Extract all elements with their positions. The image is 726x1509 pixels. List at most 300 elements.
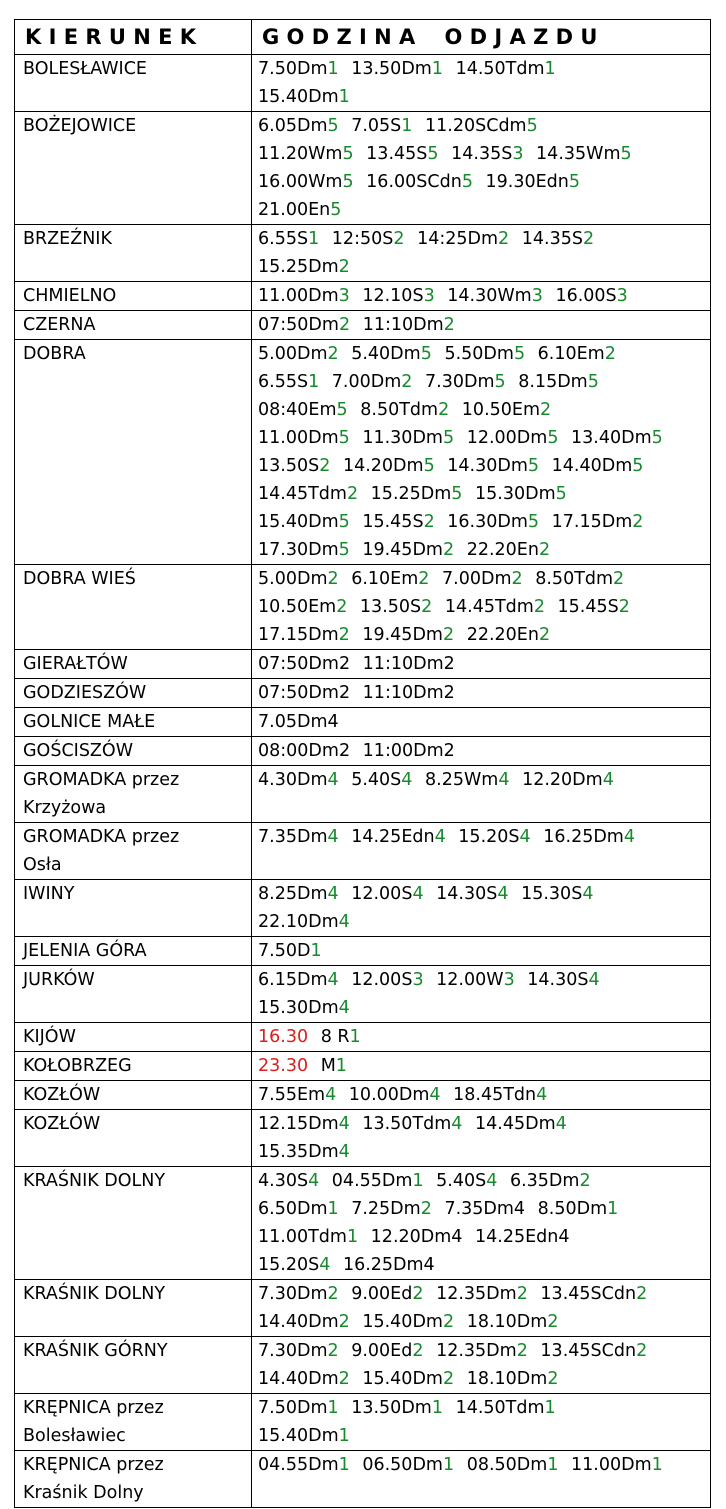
direction-name: BOLESŁAWICE xyxy=(23,59,147,79)
route-number: 1 xyxy=(401,116,413,136)
route-number: 2 xyxy=(582,229,595,249)
departure-time xyxy=(258,941,322,961)
departure-time xyxy=(258,970,339,990)
departure-time xyxy=(467,1455,559,1475)
time-and-code: 16.00Wm xyxy=(258,172,343,192)
time-and-code: 16.25Dm xyxy=(543,827,624,847)
route-number: 2 xyxy=(442,1312,455,1332)
departure-time xyxy=(475,484,567,504)
route-number: 2 xyxy=(319,456,331,476)
route-number: 5 xyxy=(620,144,632,164)
time-and-code: 15.30Dm xyxy=(475,484,556,504)
departure-time xyxy=(258,428,350,448)
departure-line xyxy=(258,737,710,765)
route-number: 2 xyxy=(516,1284,528,1304)
time-and-code: 11.30Dm xyxy=(362,428,443,448)
departure-time xyxy=(258,1199,339,1219)
departure-time xyxy=(351,970,423,990)
departure-time xyxy=(417,229,509,249)
route-number: 5 xyxy=(420,344,432,364)
route-number: 4 xyxy=(588,970,600,990)
departure-time xyxy=(522,770,614,790)
departure-times-cell xyxy=(252,282,711,311)
route-number: 2 xyxy=(421,597,433,617)
time-and-code: 14.35Wm xyxy=(536,144,621,164)
route-number: 5 xyxy=(338,428,350,448)
departure-time xyxy=(521,884,593,904)
departure-time xyxy=(258,1341,339,1361)
time-and-code: 11.00Dm xyxy=(258,286,339,306)
header-row xyxy=(15,20,711,55)
route-number: 5 xyxy=(451,484,463,504)
departure-line xyxy=(258,196,710,224)
route-number: 2 xyxy=(604,344,616,364)
time-and-code: 6.15Dm xyxy=(258,970,328,990)
departure-line xyxy=(258,621,710,649)
time-and-code: 7.30Dm xyxy=(425,372,495,392)
time-and-code: 11:10Dm2 xyxy=(362,654,455,674)
route-number: 5 xyxy=(423,456,435,476)
time-and-code: 15.40Dm xyxy=(362,1369,443,1389)
departure-times-cell xyxy=(252,1081,711,1110)
departure-line xyxy=(258,424,710,452)
route-number: 4 xyxy=(451,1114,463,1134)
time-and-code: 08.50Dm xyxy=(466,1455,548,1475)
departure-time xyxy=(258,484,358,504)
departure-time xyxy=(351,116,412,136)
departure-time xyxy=(332,1171,424,1191)
departure-time xyxy=(538,344,616,364)
route-number: 2 xyxy=(346,484,359,504)
departure-line xyxy=(258,1195,710,1223)
time-and-code: 16.00SCdn xyxy=(366,172,462,192)
route-number: 1 xyxy=(544,59,556,79)
table-row xyxy=(15,1280,711,1337)
departure-time xyxy=(362,1312,454,1332)
table-row xyxy=(15,937,711,966)
direction-cell xyxy=(15,340,252,565)
route-number: 2 xyxy=(533,597,545,617)
direction-name: GIERAŁTÓW xyxy=(23,654,128,674)
direction-name: KRĘPNICA przez xyxy=(23,1455,164,1475)
route-number: 4 xyxy=(412,884,424,904)
route-number: 1 xyxy=(310,941,322,961)
time-and-code: 14.20Dm xyxy=(342,456,424,476)
departure-time xyxy=(351,344,432,364)
departure-time xyxy=(552,512,644,532)
direction-name: KRAŚNIK GÓRNY xyxy=(23,1341,168,1361)
departure-time xyxy=(332,229,405,249)
route-number: 5 xyxy=(587,372,599,392)
table-row xyxy=(15,340,711,565)
route-number: 2 xyxy=(393,229,405,249)
departure-line xyxy=(258,1251,710,1279)
departure-line xyxy=(258,1280,710,1308)
departure-times-cell xyxy=(252,1110,711,1167)
time-and-code: 12.35Dm xyxy=(436,1284,517,1304)
departure-time xyxy=(351,1284,423,1304)
time-and-code: 10.50Em xyxy=(258,597,337,617)
route-number: 5 xyxy=(342,144,354,164)
departure-time xyxy=(425,770,509,790)
time-and-code: 15.30S xyxy=(521,884,583,904)
route-number: 1 xyxy=(327,59,339,79)
departure-time xyxy=(555,286,627,306)
time-and-code: 5.40S xyxy=(436,1171,487,1191)
direction-name: BRZEŹNIK xyxy=(23,229,112,249)
departure-line xyxy=(258,225,710,253)
time-and-code: 14.45Tdm xyxy=(444,597,534,617)
table-row xyxy=(15,55,711,112)
departure-time xyxy=(258,400,348,420)
departure-line xyxy=(258,708,710,736)
departure-time xyxy=(444,1199,525,1219)
time-and-code: 14.35S xyxy=(451,144,513,164)
departure-time xyxy=(436,884,508,904)
route-number: 2 xyxy=(338,1369,350,1389)
departure-time xyxy=(258,1455,350,1475)
departure-time xyxy=(425,372,506,392)
table-row xyxy=(15,679,711,708)
table-row xyxy=(15,225,711,282)
route-number: 4 xyxy=(319,1255,331,1275)
departure-time xyxy=(258,1284,339,1304)
time-and-code: 17.30Dm xyxy=(258,540,339,560)
departure-times-cell xyxy=(252,1052,711,1081)
route-number: 5 xyxy=(494,372,506,392)
departure-time xyxy=(258,1056,308,1076)
route-number: 4 xyxy=(327,770,339,790)
route-number: 2 xyxy=(338,257,350,277)
route-number: 2 xyxy=(327,1341,339,1361)
table-row xyxy=(15,1337,711,1394)
departure-time xyxy=(571,1455,663,1475)
table-row xyxy=(15,823,711,880)
departure-time xyxy=(451,144,523,164)
time-and-code: 13.50Dm xyxy=(351,1398,432,1418)
route-number: 1 xyxy=(349,1027,361,1047)
route-number: 2 xyxy=(420,1199,432,1219)
departure-line xyxy=(258,593,710,621)
departure-time xyxy=(543,827,635,847)
departure-time xyxy=(510,1171,591,1191)
route-number: 2 xyxy=(327,569,339,589)
time-and-code: 13.50Tdm xyxy=(362,1114,452,1134)
departure-line xyxy=(258,1052,710,1080)
time-and-code: 15.40Dm xyxy=(258,1426,339,1446)
time-and-code: 14.50Tdm xyxy=(455,1398,545,1418)
route-number: 2 xyxy=(618,597,630,617)
route-number: 2 xyxy=(438,400,450,420)
departure-line xyxy=(258,1023,710,1051)
time-and-code: 04.55Dm xyxy=(258,1455,339,1475)
route-number: 2 xyxy=(547,1369,559,1389)
time-and-code: 14.30S xyxy=(527,970,589,990)
route-number: 1 xyxy=(431,1398,443,1418)
route-number: 5 xyxy=(338,540,350,560)
direction-name: BOŻEJOWICE xyxy=(23,116,137,136)
time-and-code: 18.45Tdn xyxy=(453,1085,537,1105)
direction-cell xyxy=(15,966,252,1023)
time-and-code: 7.35Dm4 xyxy=(444,1199,526,1219)
departure-line xyxy=(258,1337,710,1365)
time-and-code: 15.25Dm xyxy=(258,257,339,277)
time-and-code: 7.05S xyxy=(351,116,402,136)
time-and-code: 7.50Dm xyxy=(258,1398,328,1418)
time-and-code: 08:00Dm2 xyxy=(258,741,351,761)
time-and-code: 11.20Wm xyxy=(258,144,343,164)
route-number: 2 xyxy=(443,315,455,335)
direction-cell xyxy=(15,1280,252,1337)
direction-name: KRĘPNICA przez xyxy=(23,1398,164,1418)
departure-time xyxy=(453,1085,547,1105)
departure-time xyxy=(366,172,473,192)
direction-cell xyxy=(15,1167,252,1280)
time-and-code: 19.30Edn xyxy=(485,172,569,192)
route-number: 1 xyxy=(327,1199,339,1219)
time-and-code: 7.55Em xyxy=(258,1085,326,1105)
departure-time xyxy=(258,912,350,932)
time-and-code: 7.25Dm xyxy=(351,1199,421,1219)
direction-name: Krzyżowa xyxy=(23,798,107,818)
time-and-code: 5.40Dm xyxy=(351,344,421,364)
timetable-body xyxy=(15,55,711,1508)
departure-line xyxy=(258,1138,710,1166)
departure-times-cell xyxy=(252,340,711,565)
direction-cell xyxy=(15,282,252,311)
direction-name: IWINY xyxy=(23,884,75,904)
direction-name: GROMADKA przez xyxy=(23,827,180,847)
time-and-code: 15.40Dm xyxy=(362,1312,443,1332)
route-number: 5 xyxy=(342,172,354,192)
departure-times-cell xyxy=(252,1167,711,1280)
departure-time xyxy=(351,770,412,790)
departure-time xyxy=(258,1227,358,1247)
departure-time xyxy=(349,1085,441,1105)
time-and-code: 12.20Dm xyxy=(522,770,603,790)
route-number: 5 xyxy=(513,344,526,364)
direction-name: KOZŁÓW xyxy=(23,1085,101,1105)
route-number: 4 xyxy=(338,1142,350,1162)
route-number: 4 xyxy=(434,827,446,847)
route-number: 1 xyxy=(607,1199,619,1219)
departure-time xyxy=(445,597,545,617)
departure-line xyxy=(258,766,710,794)
direction-name: CZERNA xyxy=(23,315,96,335)
time-and-code: 4.30Dm xyxy=(258,770,328,790)
departure-time xyxy=(258,200,341,220)
departure-time xyxy=(362,625,454,645)
time-and-code: 15.40Dm xyxy=(258,87,339,107)
direction-cell xyxy=(15,679,252,708)
route-number: 2 xyxy=(336,597,348,617)
departure-times-cell xyxy=(252,1337,711,1394)
departure-time xyxy=(362,540,454,560)
time-and-code: 12.00S xyxy=(351,970,413,990)
departure-time xyxy=(258,229,319,249)
departure-time xyxy=(425,116,538,136)
departure-time xyxy=(343,1255,435,1275)
route-number: 3 xyxy=(531,286,543,306)
departure-line xyxy=(258,282,710,310)
departure-line xyxy=(258,1110,710,1138)
departure-time xyxy=(436,970,515,990)
departure-line xyxy=(258,396,710,424)
departure-time xyxy=(538,1199,619,1219)
direction-cell xyxy=(15,737,252,766)
direction-name: KRAŚNIK DOLNY xyxy=(23,1284,166,1304)
table-row xyxy=(15,737,711,766)
direction-cell xyxy=(15,1451,252,1508)
departure-line xyxy=(258,1081,710,1109)
route-number: 2 xyxy=(338,1312,350,1332)
departure-line xyxy=(258,994,710,1022)
time-and-code: 7.50Dm xyxy=(258,59,328,79)
departure-times-cell xyxy=(252,766,711,823)
route-number: 2 xyxy=(423,512,435,532)
departure-line xyxy=(258,1223,710,1251)
time-and-code: 8.50Tdm xyxy=(360,400,439,420)
time-and-code: 14:25Dm xyxy=(417,229,499,249)
direction-cell xyxy=(15,1023,252,1052)
time-and-code: 9.00Ed xyxy=(351,1284,413,1304)
header-direction: K I E R U N E K xyxy=(15,20,252,55)
route-number: 2 xyxy=(540,400,552,420)
departure-time xyxy=(258,1085,336,1105)
route-number: 2 xyxy=(538,625,551,645)
time-and-code: 5.00Dm xyxy=(258,569,328,589)
route-number: 2 xyxy=(412,1341,424,1361)
departure-time xyxy=(321,1027,361,1047)
route-number: 5 xyxy=(527,456,540,476)
time-and-code: 5.40S xyxy=(351,770,402,790)
table-row xyxy=(15,1167,711,1280)
departure-time xyxy=(258,1027,308,1047)
departure-time xyxy=(436,1171,497,1191)
direction-cell xyxy=(15,1394,252,1451)
departure-time xyxy=(343,456,435,476)
direction-cell xyxy=(15,311,252,340)
route-number: 3 xyxy=(503,970,515,990)
direction-cell xyxy=(15,55,252,112)
route-number: 1 xyxy=(308,372,320,392)
departure-time xyxy=(258,116,339,136)
departure-line xyxy=(258,536,710,564)
route-number: 1 xyxy=(346,1227,359,1247)
route-number: 1 xyxy=(335,1056,347,1076)
direction-name: DOBRA xyxy=(23,344,86,364)
departure-time xyxy=(258,1171,319,1191)
departure-time xyxy=(258,1142,350,1162)
table-row xyxy=(15,1023,711,1052)
time-and-code: 14.25Edn4 xyxy=(475,1227,570,1247)
time-and-code: 12.35Dm xyxy=(436,1341,517,1361)
departure-times-cell xyxy=(252,225,711,282)
departure-time xyxy=(522,229,594,249)
time-and-code: 04.55Dm xyxy=(331,1171,413,1191)
route-number: 2 xyxy=(516,1341,528,1361)
time-and-code: 13.45SCdn xyxy=(540,1284,637,1304)
departure-line xyxy=(258,112,710,140)
time-and-code: 21.00En xyxy=(258,200,331,220)
route-number: 2 xyxy=(547,1312,559,1332)
route-number: 2 xyxy=(327,1284,339,1304)
time-and-code: 11:10Dm xyxy=(362,315,444,335)
departure-time xyxy=(363,654,455,674)
departure-line xyxy=(258,937,710,965)
departure-time xyxy=(258,712,339,732)
route-number: 2 xyxy=(442,625,455,645)
time-and-code: 14.45Tdm xyxy=(258,484,347,504)
time-and-code: 5.50Dm xyxy=(444,344,514,364)
departure-time xyxy=(258,770,339,790)
time-and-code: 19.45Dm xyxy=(362,625,443,645)
departure-time xyxy=(362,512,434,532)
departure-times-cell xyxy=(252,311,711,340)
time-and-code: 8 R xyxy=(320,1027,350,1047)
time-and-code: 6.05Dm xyxy=(258,116,328,136)
route-number: 4 xyxy=(327,884,339,904)
departure-times-cell xyxy=(252,708,711,737)
time-and-code: 15.20S xyxy=(258,1255,320,1275)
departure-line xyxy=(258,1365,710,1393)
time-and-code: 6.10Em xyxy=(537,344,605,364)
route-number: 1 xyxy=(412,1171,424,1191)
departure-line xyxy=(258,452,710,480)
departure-times-cell xyxy=(252,1280,711,1337)
route-number: 3 xyxy=(338,286,350,306)
time-and-code: 22.10Dm xyxy=(258,912,339,932)
time-and-code: 8.15Dm xyxy=(518,372,588,392)
time-and-code: 17.15Dm xyxy=(258,625,339,645)
direction-name: Osła xyxy=(23,855,62,875)
time-and-code: 13.50S xyxy=(359,597,422,617)
time-and-code: 11:00Dm2 xyxy=(362,741,455,761)
route-number: 5 xyxy=(442,428,455,448)
departure-time xyxy=(258,315,350,335)
time-and-code: 7.00Dm xyxy=(331,372,402,392)
departure-time xyxy=(447,512,539,532)
route-number: 1 xyxy=(338,1455,350,1475)
time-and-code: 7.00Dm xyxy=(442,569,512,589)
direction-cell xyxy=(15,766,252,823)
direction-name: Bolesławiec xyxy=(23,1426,126,1446)
route-number: 5 xyxy=(336,400,348,420)
direction-cell xyxy=(15,1337,252,1394)
direction-name: JURKÓW xyxy=(23,970,95,990)
departure-time xyxy=(258,344,339,364)
departure-line xyxy=(258,1451,710,1479)
departure-time xyxy=(458,827,530,847)
departure-line xyxy=(258,508,710,536)
departure-time xyxy=(536,144,632,164)
time-and-code: 14.40Dm xyxy=(258,1369,339,1389)
departure-line xyxy=(258,1167,710,1195)
departure-time xyxy=(362,1114,462,1134)
departure-time xyxy=(258,1398,339,1418)
direction-name: GOŚCISZÓW xyxy=(23,741,133,761)
departure-time xyxy=(436,1341,528,1361)
departure-time xyxy=(363,741,455,761)
route-number: 2 xyxy=(412,1284,424,1304)
departure-time xyxy=(362,428,454,448)
departure-time xyxy=(258,654,350,674)
departure-line xyxy=(258,253,710,281)
direction-name: KOZŁÓW xyxy=(23,1114,101,1134)
departure-time xyxy=(467,1312,559,1332)
time-and-code: 6.55S xyxy=(258,229,309,249)
time-and-code: 6.55S xyxy=(258,372,309,392)
